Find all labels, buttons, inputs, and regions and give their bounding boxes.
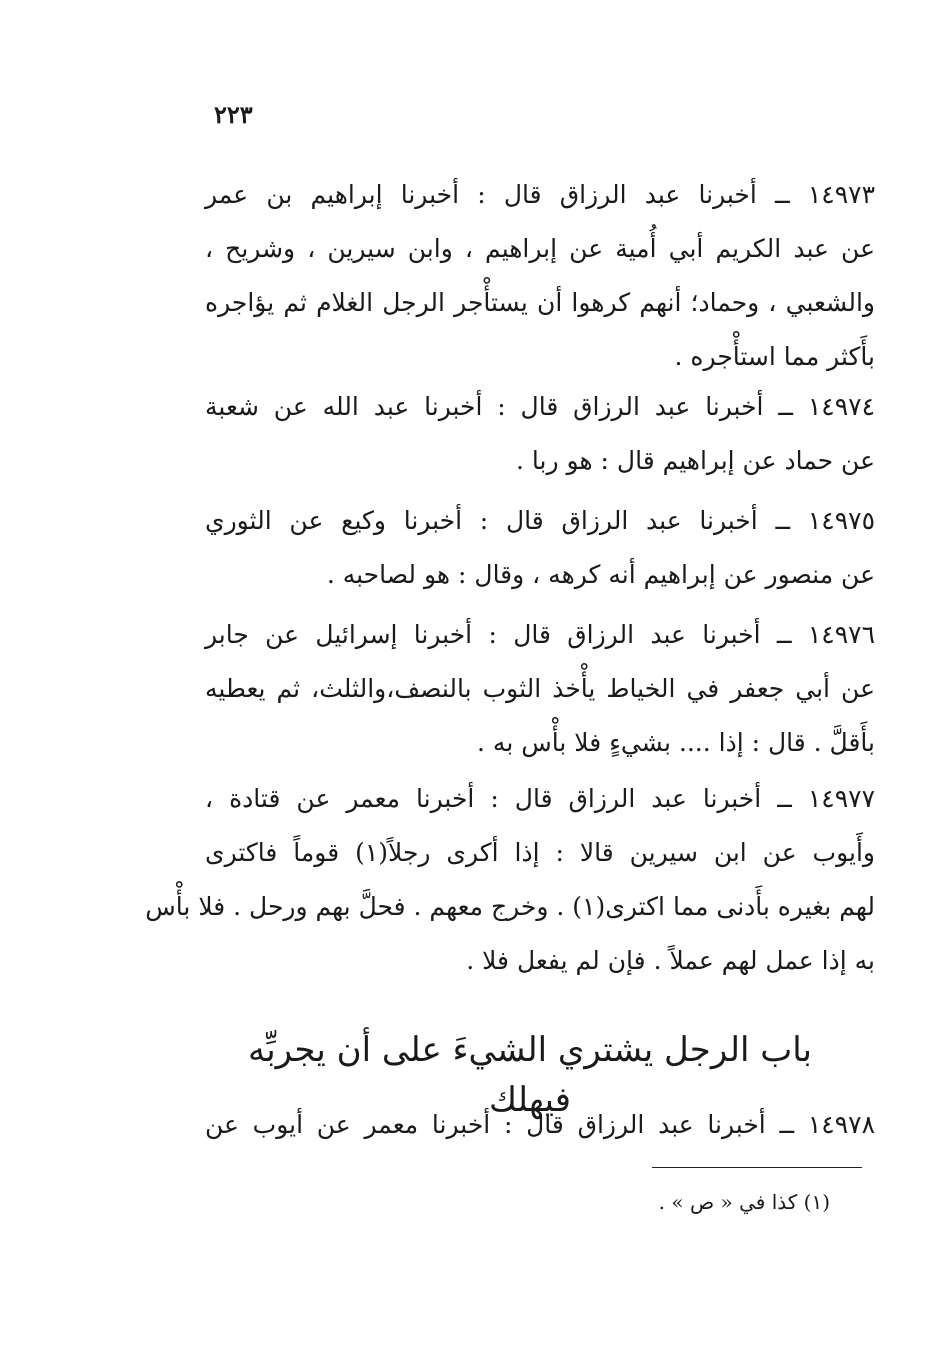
footnote: (١) كذا في « ص » . [658,1190,830,1214]
text-line: عن أبي جعفر في الخياط يأْخذ الثوب بالنصف،والثلث، ثم يعطيه [205,674,875,703]
text-line: لهم بغيره بأَدنى مما اكترى(١) . وخرج معهم . فحلَّ بهم ورحل . فلا بأْس [145,892,875,921]
text-line: ١٤٩٧٦ ــ أخبرنا عبد الرزاق قال : أخبرنا إسرائيل عن جابر [205,620,875,649]
text-line: والشعبي ، وحماد؛ أنهم كرهوا أن يستأْجر الرجل الغلام ثم يؤاجره [205,288,875,317]
text-line: ١٤٩٧٨ ــ أخبرنا عبد الرزاق قال : أخبرنا معمر عن أيوب عن [205,1110,875,1139]
entry-14976 [205,608,875,770]
text-line: بأَكثر مما استأْجره . [674,342,875,371]
text-line: بأَقلَّ . قال : إذا .... بشيءٍ فلا بأْس به . [477,728,875,757]
text-line: عن عبد الكريم أبي أُمية عن إبراهيم ، وابن سيرين ، وشريح ، [205,234,875,263]
text-line: به إذا عمل لهم عملاً . فإن لم يفعل فلا . [466,946,875,975]
text-line: ١٤٩٧٧ ــ أخبرنا عبد الرزاق قال : أخبرنا معمر عن قتادة ، [205,784,875,813]
entry-14975 [205,494,875,602]
text-line: ١٤٩٧٥ ــ أخبرنا عبد الرزاق قال : أخبرنا وكيع عن الثوري [205,506,875,535]
text-line: ١٤٩٧٤ ــ أخبرنا عبد الرزاق قال : أخبرنا عبد الله عن شعبة [205,392,875,421]
entry-14977 [145,772,875,988]
entry-14974 [205,380,875,488]
text-line: ١٤٩٧٣ ــ أخبرنا عبد الرزاق قال : أخبرنا إبراهيم بن عمر [205,180,875,209]
text-line: عن منصور عن إبراهيم أنه كرهه ، وقال : هو لصاحبه . [326,560,875,589]
entry-14973 [205,168,875,384]
text-line: عن حماد عن إبراهيم قال : هو ربا . [516,446,875,475]
chapter-title: باب الرجل يشتري الشيءَ على أن يجربِّه فيهلك [247,1030,813,1120]
text-line: وأَيوب عن ابن سيرين قالا : إذا أكرى رجلاً(١) قوماً فاكترى [205,838,875,867]
page-number: ٢٢٣ [214,100,253,129]
footnote-divider [652,1167,862,1168]
entry-14978 [205,1098,875,1152]
